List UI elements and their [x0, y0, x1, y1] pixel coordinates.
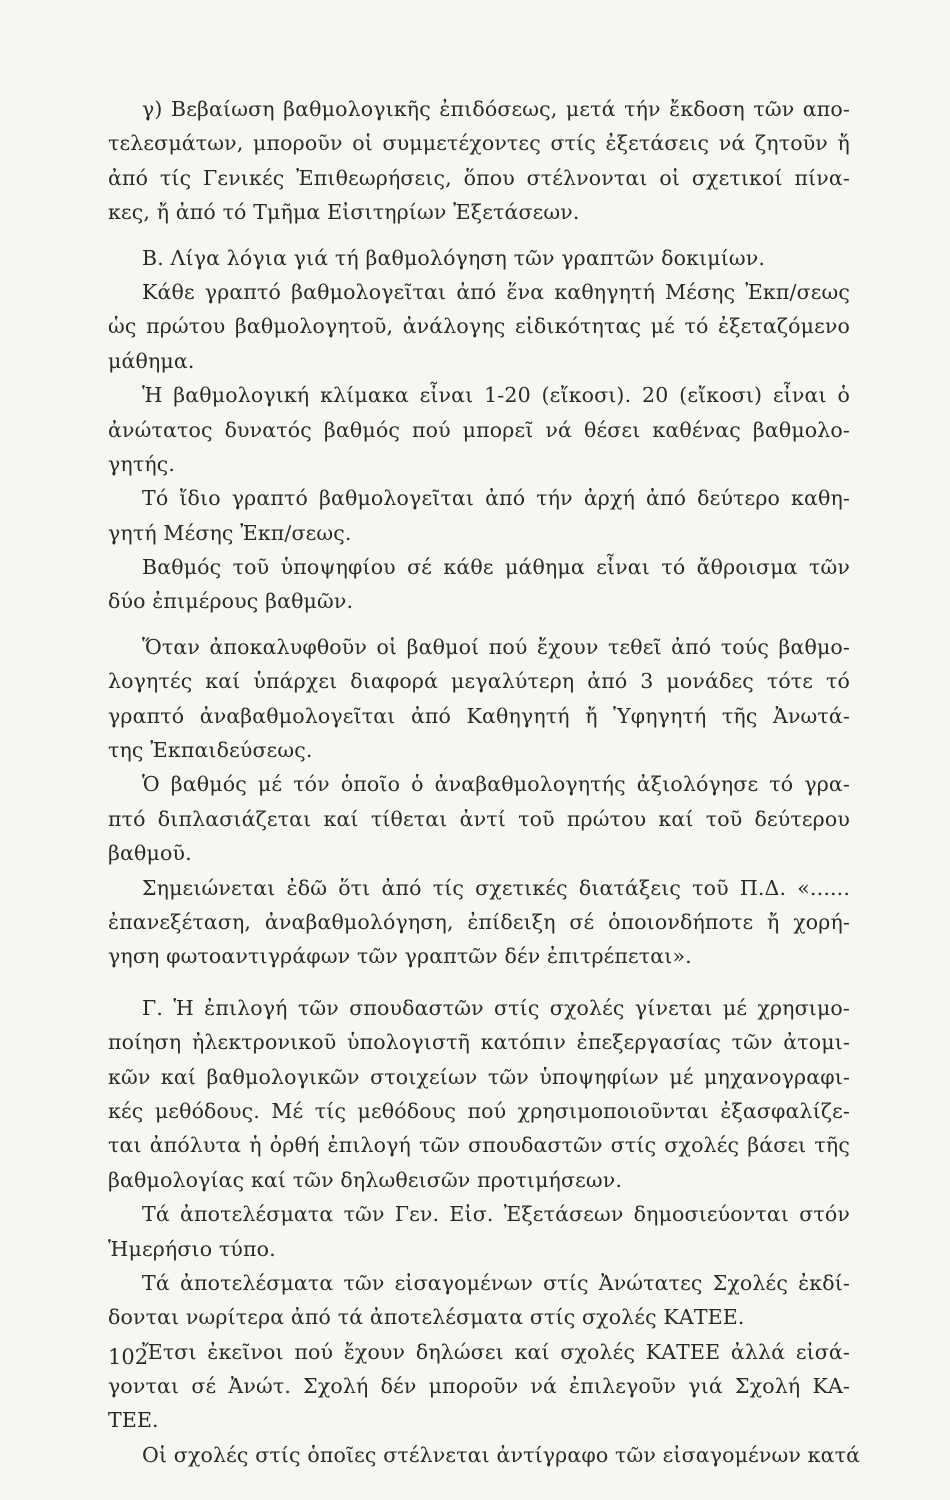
- text-line: πτό διπλασιάζεται καί τίθεται ἀντί τοῦ πρώτου καί τοῦ δεύτερου: [108, 806, 850, 831]
- text-line: γητή Μέσης Ἐκπ/σεως.: [108, 520, 352, 545]
- text-line: Οἱ σχολές στίς ὁποῖες στέλνεται ἀντίγραφο τῶν εἰσαγομένων κατά: [142, 1442, 861, 1467]
- text-line: βαθμολογίας καί τῶν δηλωθεισῶν προτιμήσεων.: [108, 1167, 623, 1192]
- text-line: Τά ἀποτελέσματα τῶν Γεν. Εἰσ. Ἐξετάσεων δημοσιεύονται στόν: [142, 1202, 850, 1227]
- text-line: κές μεθόδους. Μέ τίς μεθόδους πού χρησιμοποιοῦνται ἐξασφαλίζε-: [108, 1098, 850, 1123]
- text-line: ἐπανεξέταση, ἀναβαθμολόγηση, ἐπίδειξη σέ ὁποιονδήποτε ἤ χορή-: [108, 909, 850, 934]
- text-line: Ἡ βαθμολογική κλίμακα εἶναι 1-20 (εἴκοσι). 20 (εἴκοσι) εἶναι ὁ: [142, 383, 850, 408]
- text-line: ἀπό τίς Γενικές Ἐπιθεωρήσεις, ὅπου στέλνονται οἱ σχετικοί πίνα-: [108, 165, 850, 190]
- page-number: 102: [108, 1345, 149, 1369]
- text-line: Ὅταν ἀποκαλυφθοῦν οἱ βαθμοί πού ἔχουν τεθεῖ ἀπό τούς βαθμο-: [142, 634, 850, 659]
- text-line: Βαθμός τοῦ ὑποψηφίου σέ κάθε μάθημα εἶναι τό ἄθροισμα τῶν: [142, 555, 850, 580]
- text-line: Τό ἴδιο γραπτό βαθμολογεῖται ἀπό τήν ἀρχή ἀπό δεύτερο καθη-: [142, 486, 850, 511]
- text-line: δύο ἐπιμέρους βαθμῶν.: [108, 589, 354, 614]
- text-line: δονται νωρίτερα ἀπό τά ἀποτελέσματα στίς σχολές ΚΑΤΕΕ.: [108, 1305, 745, 1330]
- text-line: Ὁ βαθμός μέ τόν ὁποῖο ὁ ἀναβαθμολογητής ἀξιολόγησε τό γρα-: [142, 772, 850, 797]
- section-heading: Β. Λίγα λόγια γιά τή βαθμολόγηση τῶν γραπτῶν δοκιμίων.: [142, 245, 766, 270]
- text-line: κες, ἤ ἀπό τό Τμῆμα Εἰσιτηρίων Ἐξετάσεων.: [108, 200, 580, 225]
- text-line: μάθημα.: [108, 348, 195, 373]
- text-line: της Ἐκπαιδεύσεως.: [108, 738, 313, 763]
- text-line: γηση φωτοαντιγράφων τῶν γραπτῶν δέν ἐπιτρέπεται».: [108, 944, 692, 969]
- text-line: Τά ἀποτελέσματα τῶν εἰσαγομένων στίς Ἀνώτατες Σχολές ἐκδί-: [142, 1270, 850, 1295]
- section-heading: Γ. Ἡ ἐπιλογή τῶν σπουδαστῶν στίς σχολές γίνεται μέ χρησιμο-: [142, 995, 850, 1020]
- text-line: γητής.: [108, 451, 176, 476]
- body-text: [108, 92, 861, 1472]
- section-gap: [108, 974, 850, 991]
- text-line: Σημειώνεται ἐδῶ ὅτι ἀπό τίς σχετικές διατάξεις τοῦ Π.Δ. «......: [142, 875, 850, 900]
- text-line: ἀνώτατος δυνατός βαθμός πού μπορεῖ νά θέσει καθένας βαθμολο-: [108, 417, 850, 442]
- text-line: γονται σέ Ἀνώτ. Σχολή δέν μποροῦν νά ἐπιλεγοῦν γιά Σχολή ΚΑ-: [108, 1374, 850, 1399]
- text-line: γραπτό ἀναβαθμολογεῖται ἀπό Καθηγητή ἤ Ὑφηγητή τῆς Ἀνωτά-: [108, 703, 850, 728]
- text-line: ται ἀπόλυτα ἡ ὀρθή ἐπιλογή τῶν σπουδαστῶν στίς σχολές βάσει τῆς: [108, 1133, 850, 1158]
- text-line: βαθμοῦ.: [108, 841, 192, 866]
- text-line: ποίηση ἠλεκτρονικοῦ ὑπολογιστῆ κατόπιν ἐπεξεργασίας τῶν ἀτομι-: [108, 1030, 850, 1055]
- text-line: γ) Βεβαίωση βαθμολογικῆς ἐπιδόσεως, μετά τήν ἔκδοση τῶν απο-: [142, 97, 850, 121]
- text-line: ΤΕΕ.: [108, 1408, 159, 1433]
- section-gap: [108, 230, 850, 241]
- text-line: ὡς πρώτου βαθμολογητοῦ, ἀνάλογης εἰδικότητας μέ τό ἐξεταζόμενο: [108, 314, 850, 339]
- text-line: τελεσμάτων, μποροῦν οἱ συμμετέχοντες στίς ἐξετάσεις νά ζητοῦν ἤ: [108, 131, 850, 156]
- text-line: κῶν καί βαθμολογικῶν στοιχείων τῶν ὑποψηφίων μέ μηχανογραφι-: [108, 1064, 850, 1089]
- text-line: Ἔτσι ἐκεῖνοι πού ἔχουν δηλώσει καί σχολές ΚΑΤΕΕ ἀλλά εἰσά-: [142, 1339, 850, 1364]
- text-line: λογητές καί ὑπάρχει διαφορά μεγαλύτερη ἀπό 3 μονάδες τότε τό: [108, 669, 850, 694]
- text-line: Κάθε γραπτό βαθμολογεῖται ἀπό ἕνα καθηγητή Μέσης Ἐκπ/σεως: [142, 279, 850, 304]
- text-line: Ἡμερήσιο τύπο.: [108, 1236, 276, 1261]
- paragraph-gap: [108, 619, 850, 630]
